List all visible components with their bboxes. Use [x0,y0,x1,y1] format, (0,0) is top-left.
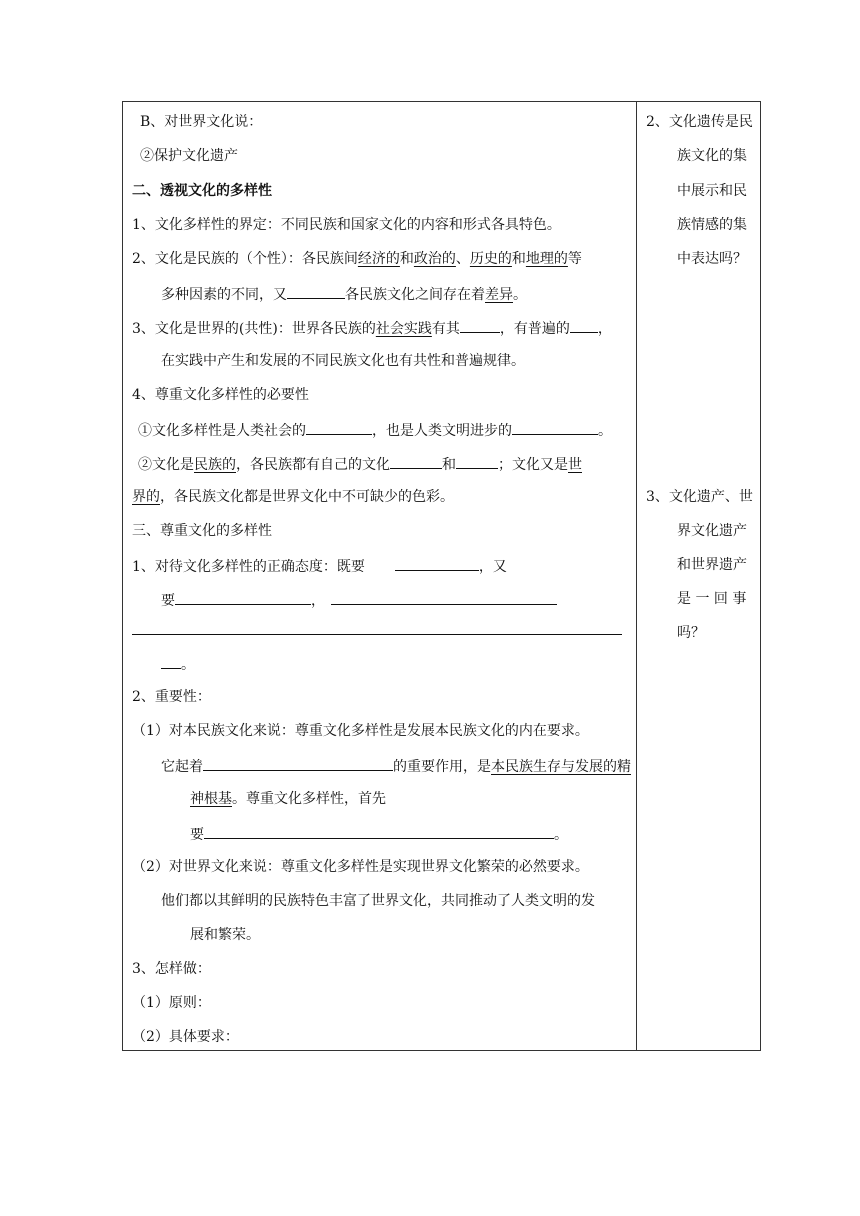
section-heading-2: 二、透视文化的多样性 [132,183,272,199]
line-importance-2: （2）对世界文化来说：尊重文化多样性是实现世界文化繁荣的必然要求。 [132,859,589,875]
side-question-2-line-2: 族文化的集 [677,148,747,164]
line-importance-1: （1）对本民族文化来说：尊重文化多样性是发展本民族文化的内在要求。 [132,723,589,739]
line-importance-1-role: 它起着 的重要作用，是本民族生存与发展的精 [161,755,631,777]
line-attitude-end: 。 [161,653,195,675]
side-question-3-line-3: 和世界遗产 [677,557,747,573]
blank-field [331,589,557,605]
column-divider [636,101,637,1051]
line-importance-1-root: 神根基。尊重文化多样性，首先 [190,791,386,807]
blank-field [306,419,372,435]
blank-field [456,453,498,469]
blank-field [287,283,345,299]
blank-field [175,589,311,605]
side-question-3-line-4: 是 一 回 事 [677,591,747,607]
line-necessity-2: ②文化是民族的，各民族都有自己的文化 和 ；文化又是世 [138,453,582,475]
line-definition: 1、文化多样性的界定：不同民族和国家文化的内容和形式各具特色。 [132,217,561,233]
line-culture-world: 3、文化是世界的(共性)：世界各民族的社会实践有其 ，有普遍的 ， [132,317,612,339]
blank-field [512,419,598,435]
blank-field [395,555,479,571]
line-necessity-title: 4、尊重文化多样性的必要性 [132,387,309,403]
side-question-2-line-3: 中展示和民 [677,183,747,199]
side-question-2-line-4: 族情感的集 [677,217,747,233]
line-culture-national: 2、文化是民族的（个性）：各民族间经济的和政治的、历史的和地理的等 [132,251,582,267]
section-heading-3: 三、尊重文化的多样性 [132,523,272,539]
side-question-3-line-2: 界文化遗产 [677,523,747,539]
side-question-2-line-1: 2、文化遗传是民 [646,114,753,130]
blank-rule [132,634,622,635]
line-importance-title: 2、重要性： [132,689,211,705]
blank-field [203,755,393,771]
blank-field [570,317,598,333]
side-question-3-line-1: 3、文化遗产、世 [646,489,753,505]
line-importance-2-cont: 他们都以其鲜明的民族特色丰富了世界文化，共同推动了人类文明的发 [161,893,595,909]
line-importance-2-end: 展和繁荣。 [190,927,260,943]
line-attitude: 1、对待文化多样性的正确态度：既要 ，又 [132,555,507,577]
blank-field [161,653,181,669]
line-how-title: 3、怎样做： [132,961,211,977]
line-commonality: 在实践中产生和发展的不同民族文化也有共性和普遍规律。 [161,353,525,369]
blank-field [390,453,442,469]
blank-field [460,317,500,333]
line-b-world: B、对世界文化说： [140,114,263,130]
side-question-3-line-5: 吗？ [677,625,705,641]
blank-field [204,823,554,839]
line-necessity-1: ①文化多样性是人类社会的 ，也是人类文明进步的 。 [138,419,612,441]
line-attitude-cont: 要 ， [161,589,557,611]
side-question-2-line-5: 中表达吗？ [677,251,747,267]
line-requirements: （2）具体要求： [132,1029,239,1045]
line-principle: （1）原则： [132,995,211,1011]
line-differences: 多种因素的不同，又 各民族文化之间存在着差异。 [161,283,527,305]
line-importance-1-first: 要 。 [190,823,568,845]
line-necessity-2-cont: 界的，各民族文化都是世界文化中不可缺少的色彩。 [132,489,454,505]
line-protect-heritage: ②保护文化遗产 [140,148,238,164]
